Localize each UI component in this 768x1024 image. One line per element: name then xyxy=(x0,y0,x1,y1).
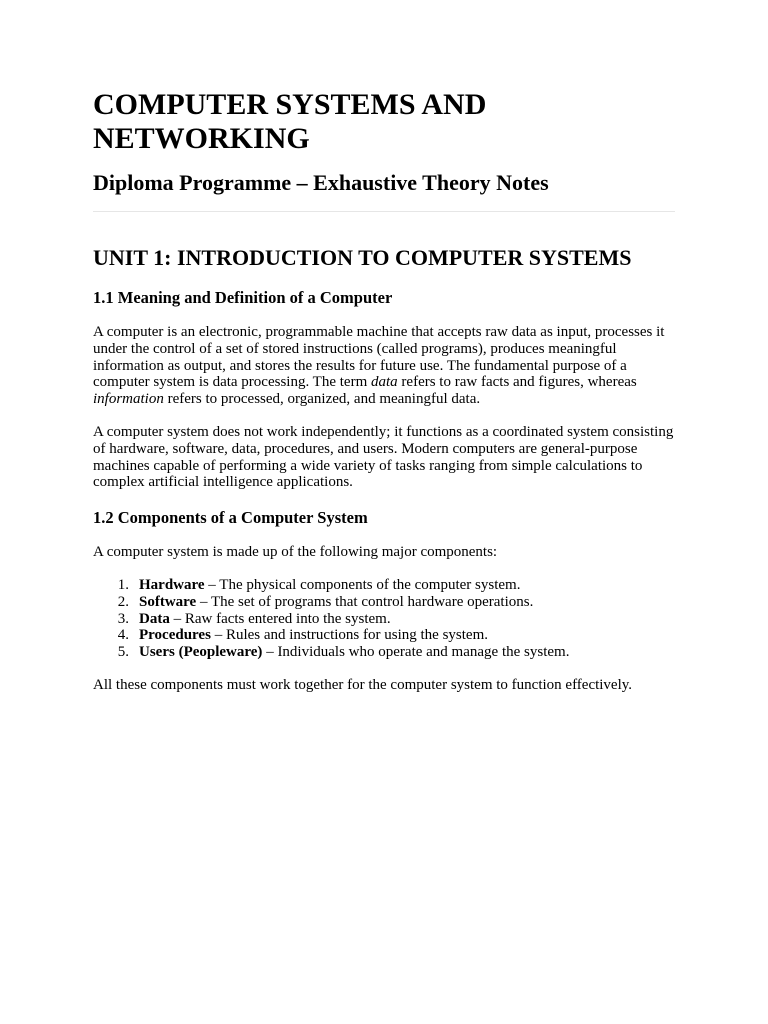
list-item-term: Users (Peopleware) xyxy=(139,644,263,661)
section-heading-1-1: 1.1 Meaning and Definition of a Computer xyxy=(93,288,393,307)
list-item-number: 5. xyxy=(117,644,129,661)
emphasis-information: information xyxy=(93,391,164,408)
list-item-number: 2. xyxy=(117,593,129,610)
emphasis-data: data xyxy=(371,374,398,391)
list-item xyxy=(93,594,675,611)
document-subtitle: Diploma Programme – Exhaustive Theory Notes xyxy=(93,170,549,195)
definition-text-part-3: refers to processed, organized, and meaningful data. xyxy=(163,391,481,408)
closing-paragraph: All these components must work together for the computer system to function effectively. xyxy=(93,676,633,693)
list-item-description: – The physical components of the computer system. xyxy=(204,576,521,593)
list-item-description: – Individuals who operate and manage the system. xyxy=(262,644,570,661)
list-item-description: – Rules and instructions for using the system. xyxy=(210,627,488,644)
document-title: COMPUTER SYSTEMS AND NETWORKING xyxy=(93,88,487,155)
list-item-number: 4. xyxy=(117,627,129,644)
list-item-term: Data xyxy=(139,610,170,627)
unit-heading: UNIT 1: INTRODUCTION TO COMPUTER SYSTEMS xyxy=(93,245,632,270)
list-item-term: Software xyxy=(139,593,197,610)
horizontal-divider xyxy=(93,211,675,212)
list-item xyxy=(93,644,675,661)
list-item-number: 3. xyxy=(117,610,129,627)
definition-text-part-1: A computer is an electronic, programmable machine that accepts raw data as input, processes it under the control of a set of stored instructions (called programs), produces meaningful information as output, and stores the results for future use. The fundamental purpose of a computer system is data processing. The term xyxy=(93,324,665,391)
list-item xyxy=(93,611,675,628)
list-item-description: – Raw facts entered into the system. xyxy=(169,610,391,627)
list-item xyxy=(93,627,675,644)
system-paragraph: A computer system does not work independently; it functions as a coordinated system consisting of hardware, software, data, procedures, and users. Modern computers are general-purpose machines capable of performing a wide variety of tasks ranging from simple calculations to complex artificial intelligence applications. xyxy=(93,423,674,491)
list-item-term: Procedures xyxy=(139,627,211,644)
section-heading-1-2: 1.2 Components of a Computer System xyxy=(93,508,368,528)
list-item-term: Hardware xyxy=(139,576,205,593)
definition-text-part-2: refers to raw facts and figures, whereas xyxy=(397,374,637,391)
list-item-number: 1. xyxy=(117,576,129,593)
definition-paragraph xyxy=(93,324,677,408)
list-item-description: – The set of programs that control hardware operations. xyxy=(196,593,534,610)
components-list xyxy=(93,577,675,661)
list-item xyxy=(93,577,675,594)
components-intro: A computer system is made up of the following major components: xyxy=(93,544,498,561)
